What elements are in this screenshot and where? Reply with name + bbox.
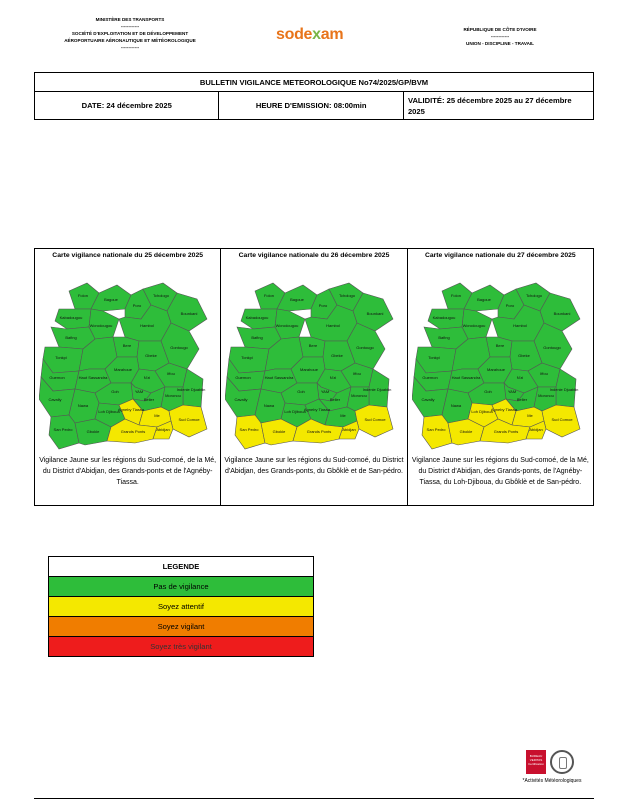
map-region-label: Indenie Djuablin — [176, 387, 206, 392]
map-region-label: Gbeke — [331, 353, 344, 358]
map-description: Vigilance Jaune sur les régions du Sud-comoé, de la Mé, du District d'Abidjan, des Grands-ponts, de l'Agnéby-Tiassa, du Loh-Djiboua, du Gbôklè et de San-pédro. — [411, 457, 589, 486]
cote-divoire-map — [225, 279, 401, 451]
map-region-label: Goh — [111, 389, 119, 394]
map-region-label: Goh — [483, 389, 492, 394]
bulletin-date: DATE: 24 décembre 2025 — [35, 92, 219, 120]
cote-divoire-map — [39, 279, 215, 451]
certification-seal-icon — [550, 750, 574, 774]
map-region-label: Nawa — [450, 403, 461, 408]
map-region-label: Loh Djiboua — [98, 409, 120, 414]
map-region-label: Marahoue — [300, 367, 319, 372]
map-region-label: N'zi — [330, 375, 337, 380]
map-region-label: Guemon — [235, 375, 251, 380]
map-region-label: Guemon — [421, 375, 438, 380]
map-region-label: Gontougo — [542, 345, 561, 350]
map-region-label: Gbeke — [145, 353, 157, 358]
map-cell-3 — [407, 249, 593, 506]
map-region-label: San Pedro — [239, 427, 259, 432]
map-region-label: Gbokle — [86, 429, 100, 434]
map-region-label: Moronou — [165, 393, 181, 398]
map-region-label: Moronou — [351, 393, 368, 398]
legend-item-yellow: Soyez attentif — [49, 597, 314, 617]
map-region-label: Sud Comoe — [551, 417, 573, 422]
legend-title: LEGENDE — [49, 557, 314, 577]
map-region-label: N'zi — [516, 375, 523, 380]
map-region-label: Abidjan — [156, 427, 170, 432]
map-region-label: Iffou — [167, 371, 175, 376]
map-region-label: Agneby Tiassa — [490, 407, 517, 412]
map-region-label: Marahoue — [113, 367, 133, 372]
map-region-label: Indenie Djuablin — [549, 387, 578, 392]
map-cell-1 — [35, 249, 221, 506]
map-title: Carte vigilance nationale du 26 décembre 2025 — [238, 252, 390, 259]
map-description: Vigilance Jaune sur les régions du Sud-comoé, de la Mé, du District d'Abidjan, des Grands-ponts et de l'Agnéby-Tiassa. — [39, 457, 217, 486]
map-title: Carte vigilance nationale du 27 décembre 2025 — [424, 252, 576, 259]
map-region-label: Bafing — [65, 335, 77, 340]
map-region-label: Bounkani — [553, 311, 570, 316]
map-region-label: YAM — [321, 389, 330, 394]
map-region-label: Marahoue — [486, 367, 505, 372]
map-region-label: Haut Sassandra — [451, 375, 480, 380]
certification-caption: *Activités Météorologiques — [522, 778, 582, 784]
map-region-label: Loh Djiboua — [470, 409, 493, 414]
map-region-label: Kabadougou — [432, 315, 456, 320]
map-region-label: YAM — [134, 389, 144, 394]
bulletin-emission-time: HEURE D'EMISSION: 08:00min — [219, 92, 403, 120]
legend-item-green: Pas de vigilance — [49, 577, 314, 597]
map-region-label: N'zi — [143, 375, 151, 380]
map-region-label: Worodougou — [462, 323, 486, 328]
map-region-label: Tchologo — [152, 293, 170, 298]
map-region-label: Bagoue — [290, 297, 305, 302]
map-region-label: Bafing — [251, 335, 263, 340]
legend-item-red: Soyez très vigilant — [49, 637, 314, 657]
map-region-label: Worodougou — [89, 323, 113, 328]
map-region-label: Grands Ponts — [120, 429, 146, 434]
map-region-label: Abidjan — [528, 427, 543, 432]
map-region-label: YAM — [507, 389, 516, 394]
map-region-label: Hambol — [512, 323, 527, 328]
map-region-label: Cavally — [421, 397, 435, 402]
bulletin-info-table — [34, 72, 594, 120]
map-region-label: Folon — [450, 293, 461, 298]
map-region-label: Nawa — [264, 403, 275, 408]
map-region-label: Bere — [495, 343, 504, 348]
map-region-label: Sud Comoe — [364, 417, 386, 422]
map-region-label: Iffou — [539, 371, 548, 376]
company-name-line1: SOCIÉTÉ D'EXPLOITATION ET DE DÉVELOPPEMENT — [71, 31, 189, 36]
separator: ------------ — [120, 24, 140, 29]
map-region-label: Iffou — [353, 371, 362, 376]
map-region-label: Cavally — [234, 397, 248, 402]
map-region-label: Tonkpi — [55, 355, 67, 360]
vigilance-map — [221, 275, 406, 455]
map-region-label: Bagoue — [104, 297, 118, 302]
map-region-label: Tchologo — [525, 293, 542, 298]
ministry-header — [40, 16, 220, 51]
company-name-line2: AÉROPORTUAIRE AÉRONAUTIQUE ET MÉTÉOROLOGIQUE — [64, 38, 196, 43]
vigilance-map — [408, 275, 593, 455]
map-region-label: Indenie Djuablin — [362, 387, 392, 392]
map-region-label: Gbokle — [459, 429, 472, 434]
map-region-label: Poro — [132, 303, 142, 308]
map-region-label: Bounkani — [366, 311, 384, 316]
map-region-label: Tonkpi — [241, 355, 254, 360]
map-region-label: Guemon — [49, 375, 65, 380]
legend-item-orange: Soyez vigilant — [49, 617, 314, 637]
bulletin-title: BULLETIN VIGILANCE METEOROLOGIQUE No74/2025/GP/BVM — [35, 73, 594, 92]
map-region-label: Haut Sassandra — [78, 375, 108, 380]
map-region-label: Tonkpi — [427, 355, 440, 360]
map-region-label: Agneby Tiassa — [117, 407, 145, 412]
map-region-label: Abidjan — [342, 427, 356, 432]
map-region-label: Belier — [516, 397, 527, 402]
republic-motto: UNION - DISCIPLINE - TRAVAIL — [466, 41, 534, 46]
map-region-label: Gbeke — [517, 353, 530, 358]
map-region-label: Bere — [122, 343, 132, 348]
map-region-label: Poro — [319, 303, 328, 308]
map-region-label: San Pedro — [426, 427, 446, 432]
map-region-label: Cavally — [48, 397, 62, 402]
map-region-label: Me — [340, 413, 347, 418]
bureau-veritas-logo: BUREAU VERITAS Certification — [526, 750, 546, 774]
map-region-label: Haut Sassandra — [264, 375, 294, 380]
vigilance-maps-table — [34, 248, 594, 506]
map-region-label: Worodougou — [275, 323, 299, 328]
separator: ------------ — [490, 34, 510, 39]
map-region-label: Me — [154, 413, 160, 418]
map-region-label: Sud Comoe — [178, 417, 200, 422]
map-region-label: Kabadougou — [59, 315, 83, 320]
map-region-label: Bounkani — [180, 311, 198, 316]
map-region-label: Moronou — [537, 393, 554, 398]
ministry-name: MINISTÈRE DES TRANSPORTS — [95, 17, 165, 22]
map-region-label: Kabadougou — [245, 315, 269, 320]
map-region-label: San Pedro — [53, 427, 73, 432]
map-region-label: Hambol — [326, 323, 341, 328]
legend-table — [48, 556, 314, 657]
map-region-label: Tchologo — [339, 293, 356, 298]
map-title: Carte vigilance nationale du 25 décembre 2025 — [52, 252, 204, 259]
map-region-label: Grands Ponts — [493, 429, 518, 434]
map-region-label: Hambol — [140, 323, 154, 328]
republic-name: RÉPUBLIQUE DE CÔTE D'IVOIRE — [463, 27, 537, 32]
map-region-label: Me — [526, 413, 533, 418]
separator: ------------ — [120, 45, 140, 50]
map-description: Vigilance Jaune sur les régions du Sud-comoé, du District d'Abidjan, des Grands-ponts, du Gbôklè et de San-pédro. — [224, 457, 404, 475]
map-region-label: Nawa — [77, 403, 89, 408]
map-cell-2 — [221, 249, 407, 506]
map-region-label: Poro — [505, 303, 514, 308]
map-region-label: Loh Djiboua — [284, 409, 307, 414]
cote-divoire-map — [412, 279, 588, 451]
map-region-label: Agneby Tiassa — [304, 407, 331, 412]
map-region-label: Bagoue — [476, 297, 491, 302]
bulletin-validity: VALIDITÉ: 25 décembre 2025 au 27 décembre 2025 — [403, 92, 593, 120]
map-region-label: Gbokle — [272, 429, 286, 434]
map-region-label: Gontougo — [170, 345, 188, 350]
map-region-label: Bafing — [437, 335, 450, 340]
map-region-label: Bere — [309, 343, 318, 348]
map-region-label: Belier — [143, 397, 155, 402]
map-region-label: Grands Ponts — [307, 429, 332, 434]
map-region-label: Belier — [330, 397, 341, 402]
footer-divider — [34, 798, 594, 799]
republic-header — [420, 26, 580, 47]
map-region-label: Folon — [77, 293, 89, 298]
map-region-label: Gontougo — [356, 345, 375, 350]
sodexam-logo: sodexam — [276, 26, 344, 43]
vigilance-map — [35, 275, 220, 455]
map-region-label: Folon — [264, 293, 275, 298]
map-region-label: Goh — [297, 389, 306, 394]
